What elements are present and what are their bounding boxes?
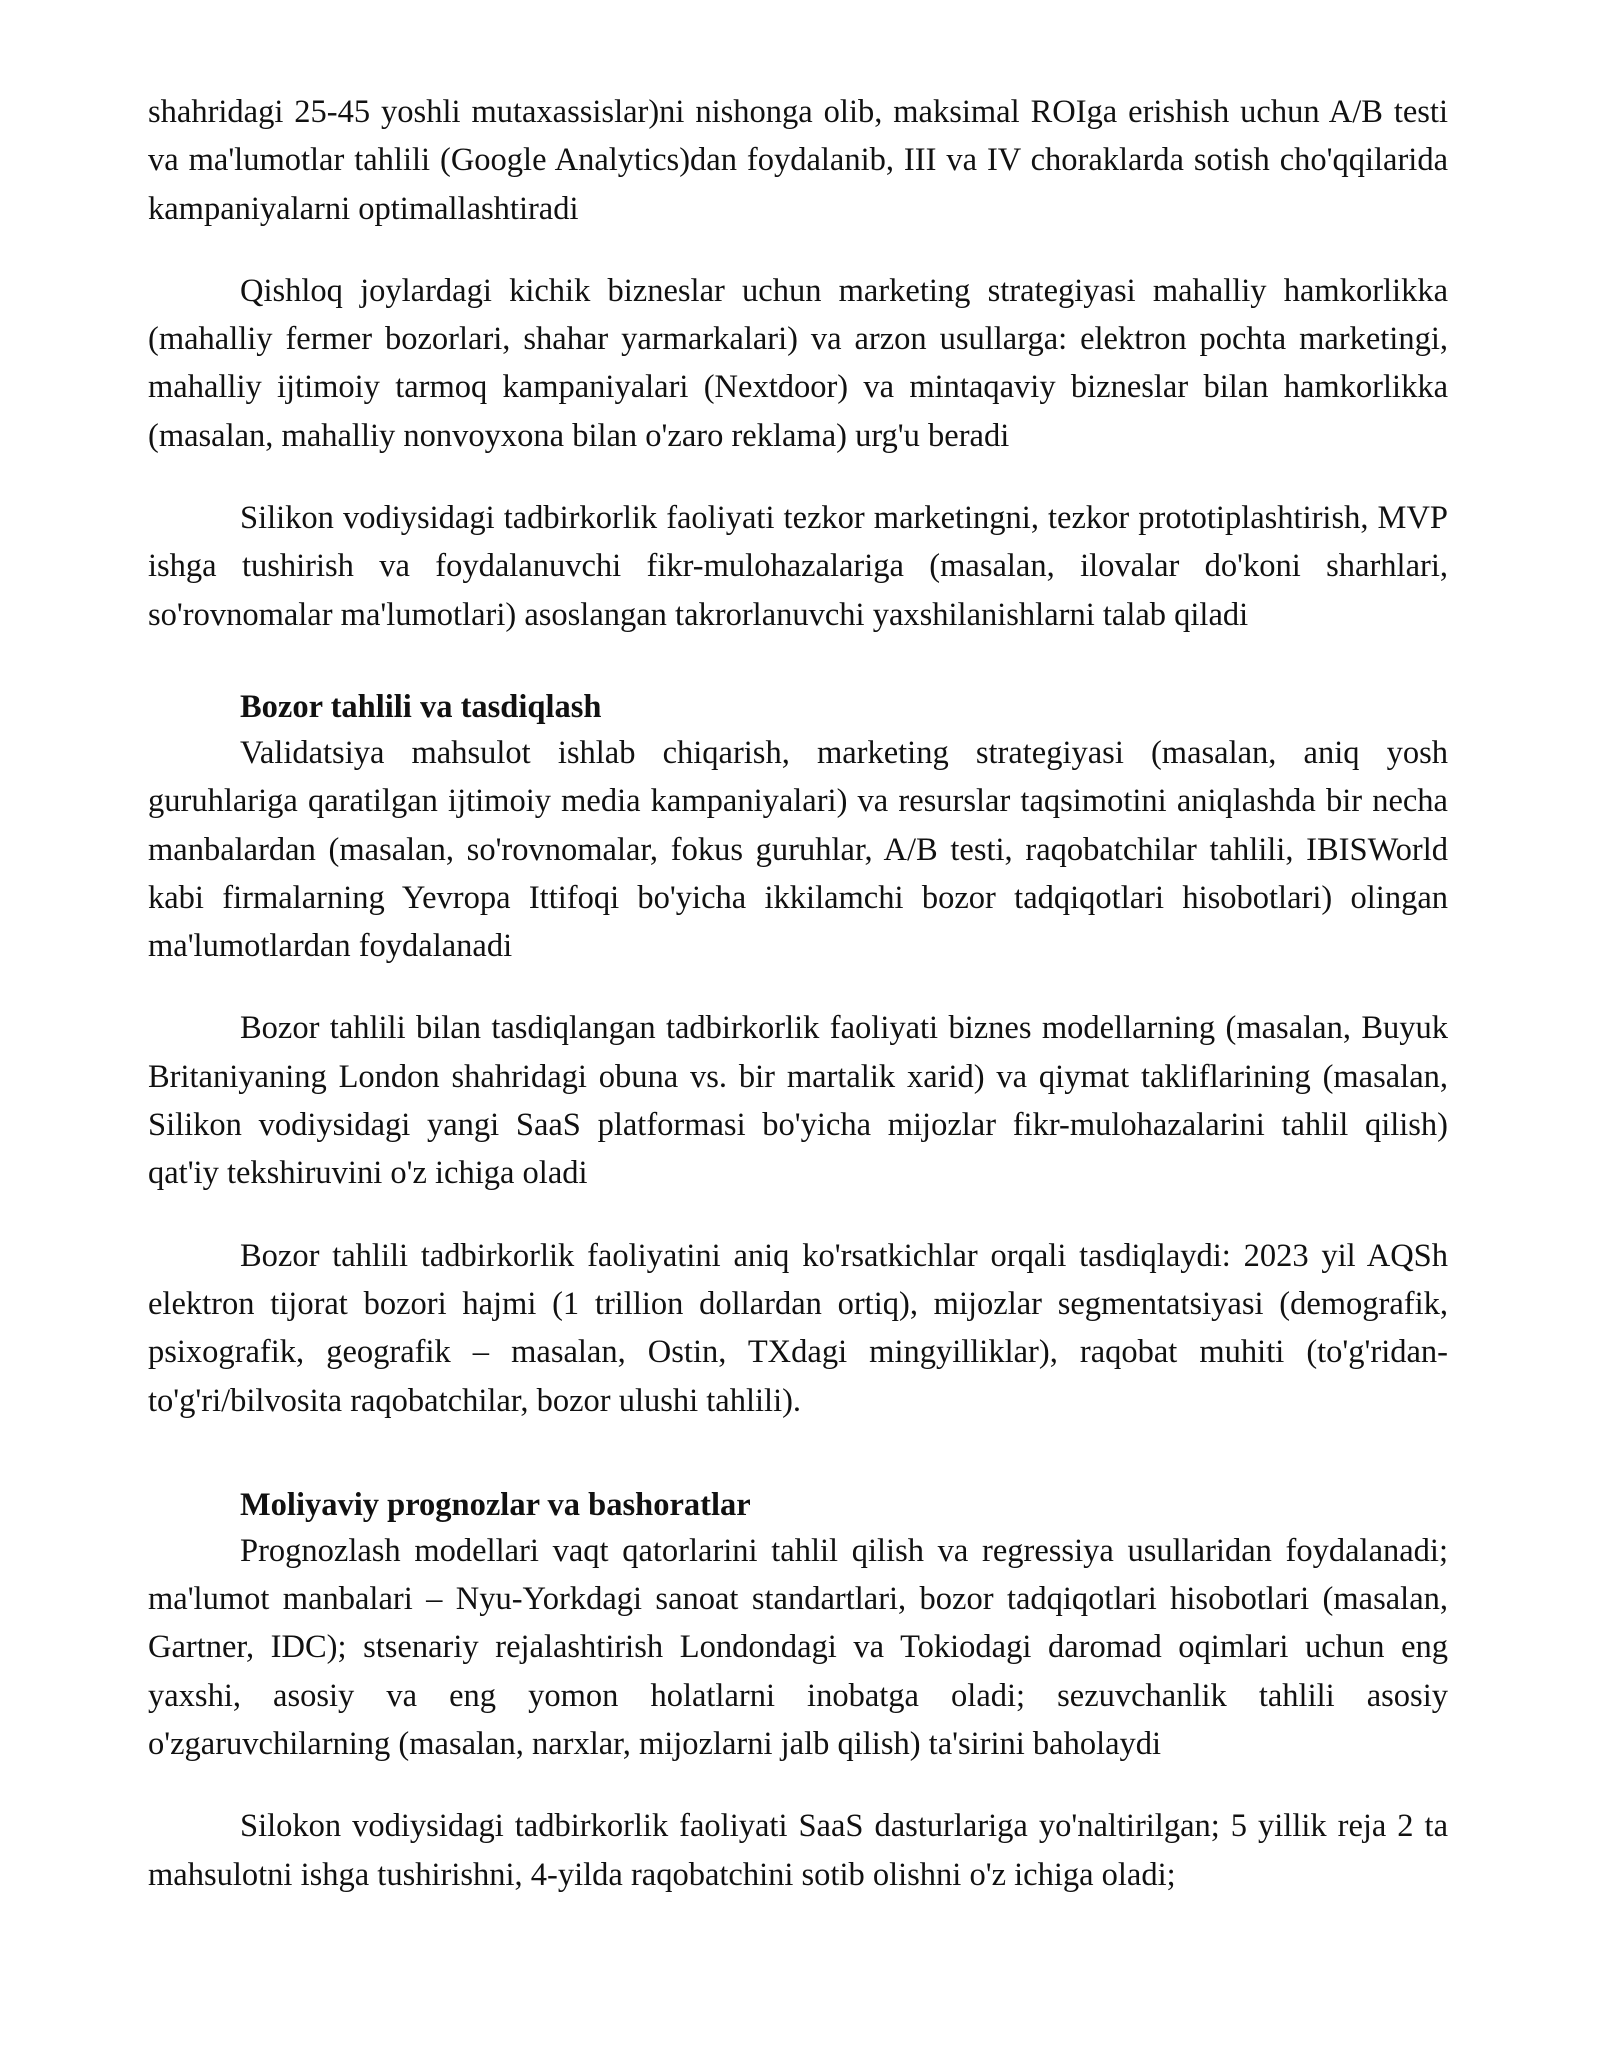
paragraph-rural-marketing: Qishloq joylardagi kichik bizneslar uchun marketing strategiyasi mahalliy hamkorlikka (mahalliy fermer bozorlari, shahar yarmarkalari) va arzon usullarga: elektron pochta marketingi, mahalliy ijtimoiy tarmoq kampaniyalari (Nextdoor) va mintaqaviy bizneslar bilan hamkorlikka (masalan, mahalliy nonvoyxona bilan o'zaro reklama) urg'u beradi — [148, 272, 1448, 454]
paragraph-validation: Validatsiya mahsulot ishlab chiqarish, marketing strategiyasi (masalan, aniq yosh guruhlariga qaratilgan ijtimoiy media kampaniyalari) va resurslar taqsimotini aniqlashda bir necha manbalardan (masalan, so'rovnomalar, fokus guruhlar, A/B testi, raqobatchilar tahlili, IBISWorld kabi firmalarning Yevropa Ittifoqi bo'yicha ikkilamchi bozor tadqiqotlari hisobotlari) olingan ma'lumotlardan foydalanadi — [148, 734, 1448, 965]
section-heading-financial-forecasts: Moliyaviy prognozlar va bashoratlar — [240, 1486, 751, 1523]
paragraph-business-models: Bozor tahlili bilan tasdiqlangan tadbirkorlik faoliyati biznes modellarning (masalan, Buyuk Britaniyaning London shahridagi obuna vs. bir martalik xarid) va qiymat takliflarining (masalan, Silikon vodiysidagi yangi SaaS platformasi bo'yicha mijozlar fikr-mulohazalarini tahlil qilish) qat'iy tekshiruvini o'z ichiga oladi — [148, 1010, 1448, 1192]
document-page — [148, 88, 1448, 1899]
section-heading-market-analysis: Bozor tahlili va tasdiqlash — [240, 688, 602, 725]
paragraph-forecast-models: Prognozlash modellari vaqt qatorlarini tahlil qilish va regressiya usullaridan foydalanadi; ma'lumot manbalari – Nyu-Yorkdagi sanoat standartlari, bozor tadqiqotlari hisobotlari (masalan, Gartner, IDC); stsenariy rejalashtirish Londondagi va Tokiodagi daromad oqimlari uchun eng yaxshi, asosiy va eng yomon holatlarni inobatga oladi; sezuvchanlik tahlili asosiy o'zgaruvchilarning (masalan, narxlar, mijozlarni jalb qilish) ta'sirini baholaydi — [148, 1532, 1448, 1763]
paragraph-roi-campaigns: shahridagi 25-45 yoshli mutaxassislar)ni nishonga olib, maksimal ROIga erishish uchun A/B testi va ma'lumotlar tahlili (Google Analytics)dan foydalanib, III va IV choraklarda sotish cho'qqilarida kampaniyalarni optimallashtiradi — [148, 94, 1448, 227]
paragraph-saas-plan: Silokon vodiysidagi tadbirkorlik faoliyati SaaS dasturlariga yo'naltirilgan; 5 yillik reja 2 ta mahsulotni ishga tushirishni, 4-yilda raqobatchini sotib olishni o'z ichiga oladi; — [148, 1808, 1448, 1893]
paragraph-silicon-valley-agile: Silikon vodiysidagi tadbirkorlik faoliyati tezkor marketingni, tezkor prototiplashtirish, MVP ishga tushirish va foydalanuvchi fikr-mulohazalariga (masalan, ilovalar do'koni sharhlari, so'rovnomalar ma'lumotlari) asoslangan takrorlanuvchi yaxshilanishlarni talab qiladi — [148, 500, 1448, 633]
paragraph-market-metrics: Bozor tahlili tadbirkorlik faoliyatini aniq ko'rsatkichlar orqali tasdiqlaydi: 2023 yil AQSh elektron tijorat bozori hajmi (1 trillion dollardan ortiq), mijozlar segmentatsiyasi (demografik, psixografik, geografik – masalan, Ostin, TXdagi mingyilliklar), raqobat muhiti (to'g'ridan-to'g'ri/bilvosita raqobatchilar, bozor ulushi tahlili). — [148, 1237, 1448, 1419]
